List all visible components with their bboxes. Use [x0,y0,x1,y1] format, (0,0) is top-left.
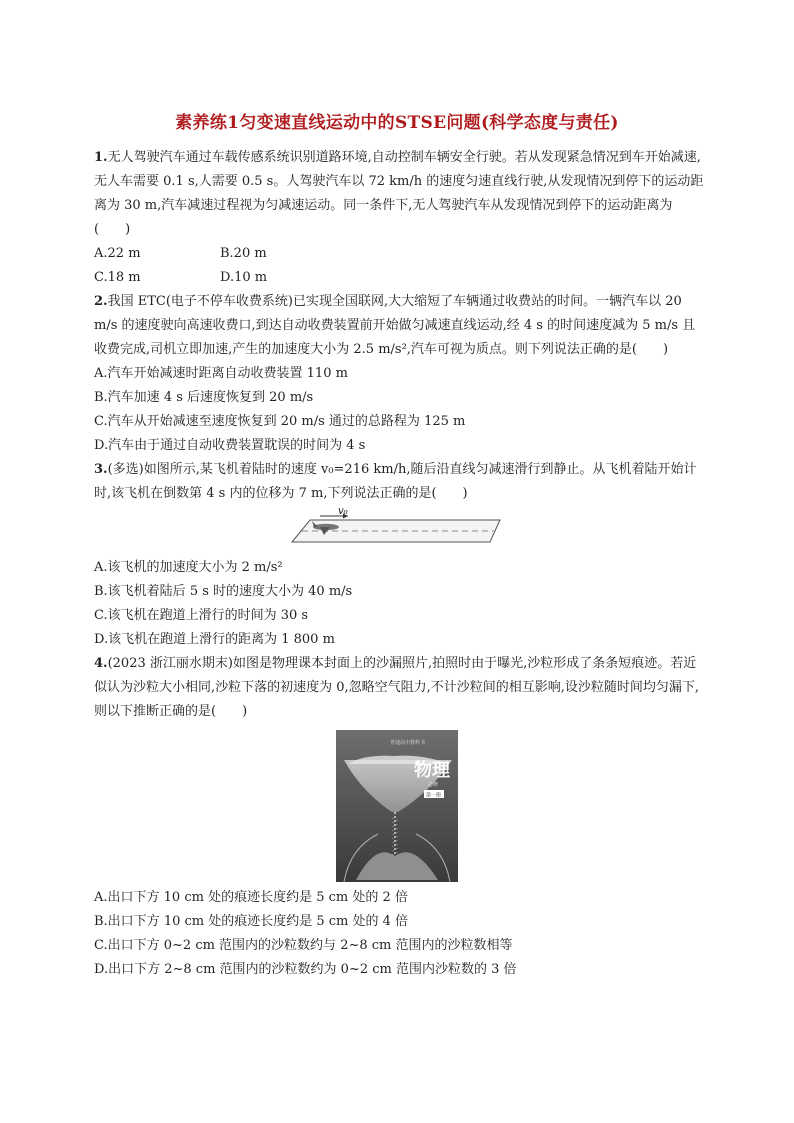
book-subtitle: 必修 [428,782,439,788]
option-b: B.出口下方 10 cm 处的痕迹长度约是 5 cm 处的 4 倍 [94,914,409,929]
question-text: (2023 浙江丽水期末)如图是物理课本封面上的沙漏照片,拍照时由于曝光,沙粒形成了条条短痕迹。若近似认为沙粒大小相同,沙粒下落的初速度为 0,忽略空气阻力,不计沙粒间的相互影响,设沙粒随时间均匀漏下,则以下推断正确的是( ) [94,656,700,719]
velocity-label: v₀ [338,508,348,517]
airplane-runway-illustration [94,508,706,552]
hourglass-book-cover [94,730,706,882]
question-text: 无人驾驶汽车通过车载传感系统识别道路环境,自动控制车辆安全行驶。若从发现紧急情况到车开始减速,无人车需要 0.1 s,人需要 0.5 s。人驾驶汽车以 72 km/h 的速度匀速直线行驶,从发现情况到停下的运动距离为 30 m,汽车减速过程视为匀减速运动。同一条件下,无人驾驶汽车从发现情况到停下的运动距离为( ) [94,150,704,237]
book-volume: 第一册 [426,792,442,799]
option-a: A.22 m [94,246,141,261]
question-number: 3. [94,462,108,477]
question-number: 4. [94,656,108,671]
option-b: B.20 m [220,246,267,261]
book-title: 物理 [414,760,450,781]
option-c: C.该飞机在跑道上滑行的时间为 30 s [94,608,309,623]
question-4 [94,652,706,982]
option-d: D.出口下方 2~8 cm 范围内的沙粒数约为 0~2 cm 范围内沙粒数的 3 倍 [94,962,517,977]
page-title: 素养练1匀变速直线运动中的STSE问题(科学态度与责任) [175,113,619,133]
option-b: B.汽车加速 4 s 后速度恢复到 20 m/s [94,390,314,405]
option-a: A.汽车开始减速时距离自动收费装置 110 m [94,366,348,381]
question-number: 1. [94,150,108,165]
question-number: 2. [94,294,108,309]
option-a: A.该飞机的加速度大小为 2 m/s² [94,560,283,575]
question-list [94,146,706,982]
question-1 [94,146,706,290]
option-d: D.10 m [220,270,268,285]
options [94,242,706,290]
question-2 [94,290,706,458]
option-d: D.该飞机在跑道上滑行的距离为 1 800 m [94,632,335,647]
question-3 [94,458,706,652]
book-series: 普通高中教科书 [390,740,426,746]
option-c: C.汽车从开始减速至速度恢复到 20 m/s 通过的总路程为 125 m [94,414,466,429]
question-text: (多选)如图所示,某飞机着陆时的速度 v₀=216 km/h,随后沿直线匀减速滑行到静止。从飞机着陆开始计时,该飞机在倒数第 4 s 内的位移为 7 m,下列说法正确的是( ) [94,462,697,501]
question-text: 我国 ETC(电子不停车收费系统)已实现全国联网,大大缩短了车辆通过收费站的时间。一辆汽车以 20 m/s 的速度驶向高速收费口,到达自动收费装置前开始做匀减速直线运动,经 4 s 的时间速度减为 5 m/s 且收费完成,司机立即加速,产生的加速度大小为 2.5 m/s²,汽车可视为质点。则下列说法正确的是( ) [94,294,696,357]
option-b: B.该飞机着陆后 5 s 时的速度大小为 40 m/s [94,584,353,599]
option-c: C.18 m [94,270,141,285]
book-cover-figure [94,730,706,882]
option-a: A.出口下方 10 cm 处的痕迹长度约是 5 cm 处的 2 倍 [94,890,408,905]
runway-figure [94,508,706,552]
option-d: D.汽车由于通过自动收费装置耽误的时间为 4 s [94,438,366,453]
option-c: C.出口下方 0~2 cm 范围内的沙粒数约与 2~8 cm 范围内的沙粒数相等 [94,938,513,953]
